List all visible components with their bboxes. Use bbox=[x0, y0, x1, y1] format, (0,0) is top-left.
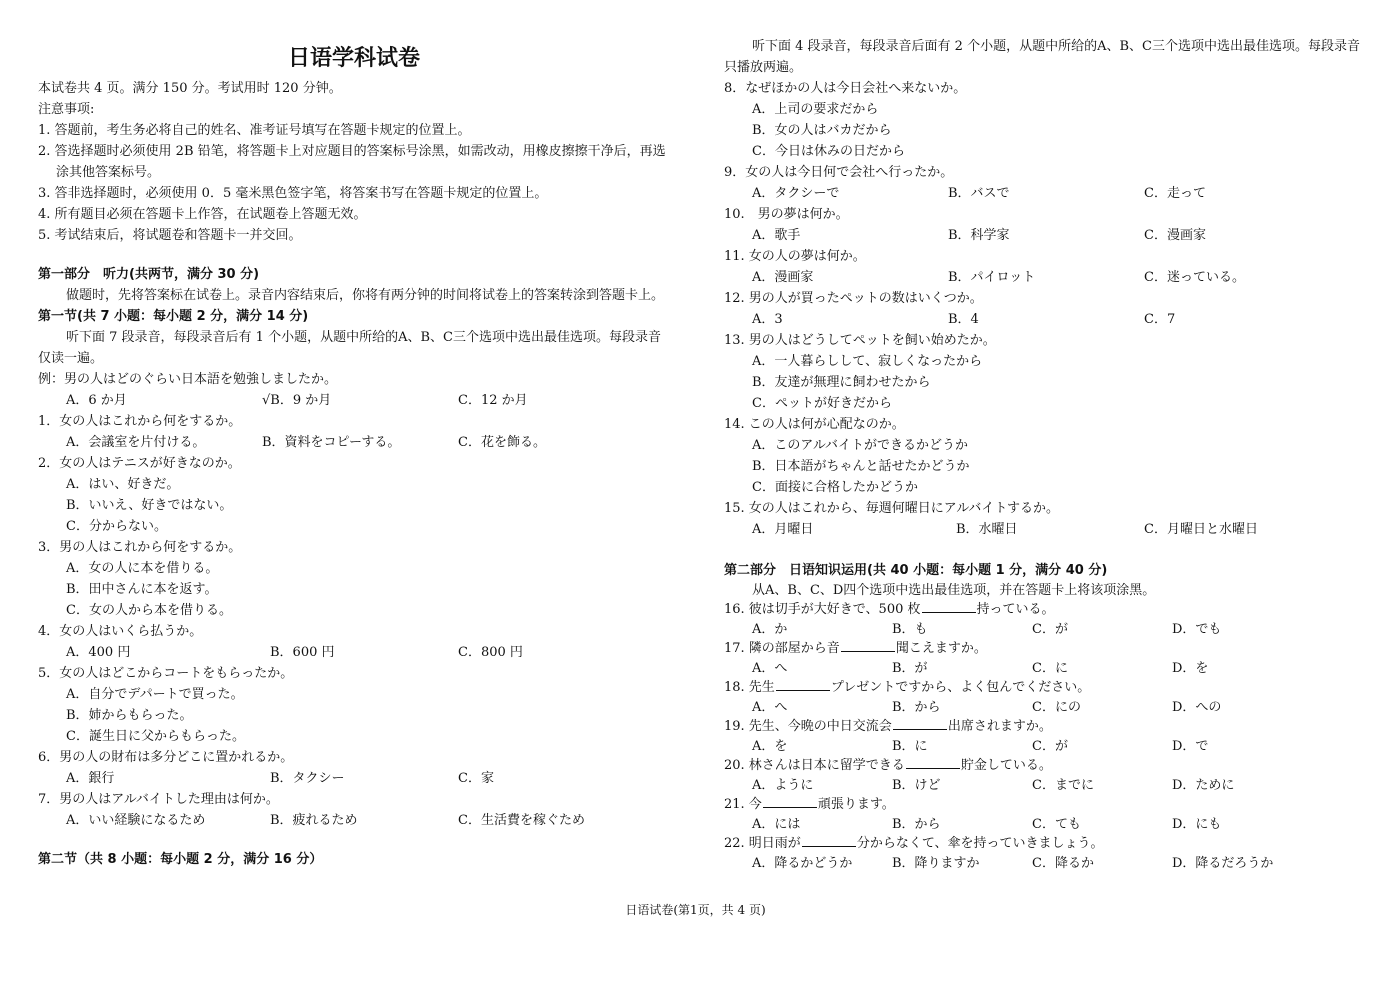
question-6: 6．男の人の財布は多分どこに置かれるか。 bbox=[38, 750, 294, 765]
option: A．へ bbox=[752, 660, 788, 676]
option: B．に bbox=[892, 738, 928, 754]
option: B．疲れるため bbox=[270, 813, 358, 828]
question-3: 3．男の人はこれから何をするか。 bbox=[38, 540, 242, 555]
option: A．いい経験になるため bbox=[66, 813, 206, 828]
option: C．家 bbox=[458, 771, 494, 786]
option: C．までに bbox=[1032, 777, 1094, 793]
option: C．花を飾る。 bbox=[458, 435, 546, 450]
option: A．タクシーで bbox=[752, 186, 840, 201]
question-21: 21. 今 頑張ります。 bbox=[724, 797, 895, 812]
option: C．誕生日に父からもらった。 bbox=[66, 729, 245, 744]
header-line: 注意事项: bbox=[38, 102, 95, 117]
option: C．面接に合格したかどうか bbox=[752, 480, 918, 495]
option: C．7 bbox=[1144, 312, 1176, 327]
option: D．への bbox=[1172, 699, 1222, 715]
option: D．を bbox=[1172, 660, 1209, 676]
option: A．へ bbox=[752, 699, 788, 715]
option: B．4 bbox=[948, 312, 979, 327]
page-footer: 日语试卷(第1页，共 4 页) bbox=[625, 903, 766, 917]
question-8: 8．なぜほかの人は今日会社へ来ないか。 bbox=[724, 81, 967, 96]
question-17-options bbox=[724, 659, 1364, 679]
question-20: 20. 林さんは日本に留学できる 貯金している。 bbox=[724, 758, 1052, 773]
question-9-options bbox=[724, 183, 1364, 204]
question-12: 12. 男の人が買ったペットの数はいくつか。 bbox=[724, 291, 983, 306]
option: C．降るか bbox=[1032, 855, 1094, 871]
question-4: 4．女の人はいくら払うか。 bbox=[38, 624, 203, 639]
question-19-options bbox=[724, 737, 1364, 757]
option: C．迷っている。 bbox=[1144, 270, 1245, 285]
option: D．ために bbox=[1172, 777, 1235, 793]
question-14: 14. この人は何が心配なのか。 bbox=[724, 417, 905, 432]
option: A．銀行 bbox=[66, 771, 115, 786]
option: C．にの bbox=[1032, 699, 1081, 715]
question-2: 2．女の人はテニスが好きなのか。 bbox=[38, 456, 241, 471]
header-line: 4. 所有题目必须在答题卡上作答，在试题卷上答题无效。 bbox=[38, 207, 367, 222]
example-options bbox=[38, 390, 670, 411]
option: A．会議室を片付ける。 bbox=[66, 435, 206, 450]
option: B．友達が無理に飼わせたから bbox=[752, 375, 931, 390]
question-17: 17. 隣の部屋から音 聞こえますか。 bbox=[724, 641, 987, 656]
question-12-options bbox=[724, 309, 1364, 330]
question-18: 18. 先生 プレゼントですから、よく包んでください。 bbox=[724, 680, 1091, 695]
option: A．漫画家 bbox=[752, 270, 814, 285]
option: B．姉からもらった。 bbox=[66, 708, 193, 723]
option: B．バスで bbox=[948, 186, 1010, 201]
option: A．400 円 bbox=[66, 645, 131, 660]
part2-heading: 第二部分 日语知识运用(共 40 小题：每小题 1 分，满分 40 分) bbox=[724, 563, 1108, 578]
header-line: 本试卷共 4 页。满分 150 分。考试用时 120 分钟。 bbox=[38, 81, 342, 96]
left-column bbox=[38, 36, 670, 870]
question-15: 15. 女の人はこれから、毎週何曜日にアルバイトするか。 bbox=[724, 501, 1059, 516]
option: A．3 bbox=[752, 312, 783, 327]
question-20-options bbox=[724, 776, 1364, 796]
question-11-options bbox=[724, 267, 1364, 288]
option: √B．9 か月 bbox=[262, 393, 332, 408]
option: C．分からない。 bbox=[66, 519, 167, 534]
option: B．水曜日 bbox=[956, 522, 1018, 537]
option: B．田中さんに本を返す。 bbox=[66, 582, 218, 597]
example-question: 例：男の人はどのぐらい日本語を勉強しましたか。 bbox=[38, 372, 338, 387]
question-4-options bbox=[38, 642, 670, 663]
option: B．いいえ、好きではない。 bbox=[66, 498, 233, 513]
option: C．漫画家 bbox=[1144, 228, 1206, 243]
option: D．でも bbox=[1172, 621, 1222, 637]
question-7: 7．男の人はアルバイトした理由は何か。 bbox=[38, 792, 279, 807]
question-11: 11. 女の人の夢は何か。 bbox=[724, 249, 866, 264]
option: A．自分でデパートで買った。 bbox=[66, 687, 244, 702]
option: C．今日は休みの日だから bbox=[752, 144, 905, 159]
option: A．はい、好きだ。 bbox=[66, 477, 180, 492]
option: C．12 か月 bbox=[458, 393, 528, 408]
question-7-options bbox=[38, 810, 670, 831]
exam-title: 日语学科试卷 bbox=[287, 46, 420, 71]
question-9: 9．女の人は今日何で会社へ行ったか。 bbox=[724, 165, 954, 180]
question-21-options bbox=[724, 815, 1364, 835]
question-22: 22. 明日雨が 分からなくて、傘を持っていきましょう。 bbox=[724, 836, 1104, 851]
question-1: 1．女の人はこれから何をするか。 bbox=[38, 414, 242, 429]
header-line: 5. 考试结束后，将试题卷和答题卡一并交回。 bbox=[38, 228, 302, 243]
option: B．女の人はバカだから bbox=[752, 123, 892, 138]
option: B．が bbox=[892, 660, 928, 676]
option: B．けど bbox=[892, 777, 941, 793]
option: A．一人暮らしして、寂しくなったから bbox=[752, 354, 983, 369]
option: B．も bbox=[892, 621, 928, 637]
option: C．女の人から本を借りる。 bbox=[66, 603, 232, 618]
part2-intro: 从A、B、C、D四个选项中选出最佳选项，并在答题卡上将该项涂黑。 bbox=[752, 583, 1156, 598]
option: B．科学家 bbox=[948, 228, 1010, 243]
option: C．生活費を稼ぐため bbox=[458, 813, 585, 828]
section1-intro: 听下面 7 段录音，每段录音后有 1 个小题，从题中所给的A、B、C三个选项中选出最佳选项。每段录音仅读一遍。 bbox=[38, 330, 661, 366]
option: C．800 円 bbox=[458, 645, 523, 660]
question-10-options bbox=[724, 225, 1364, 246]
option: A．か bbox=[752, 621, 788, 637]
option: B．パイロット bbox=[948, 270, 1036, 285]
question-15-options bbox=[724, 519, 1364, 540]
question-5: 5．女の人はどこからコートをもらったか。 bbox=[38, 666, 294, 681]
question-1-options bbox=[38, 432, 670, 453]
option: C．が bbox=[1032, 738, 1068, 754]
part1-heading: 第一部分 听力(共两节，满分 30 分) bbox=[38, 267, 260, 282]
option: D．降るだろうか bbox=[1172, 855, 1274, 871]
option: B．日本語がちゃんと話せたかどうか bbox=[752, 459, 970, 474]
option: A．月曜日 bbox=[752, 522, 814, 537]
option: A．女の人に本を借りる。 bbox=[66, 561, 219, 576]
question-19: 19. 先生、今晩の中日交流会 出席されますか。 bbox=[724, 719, 1052, 734]
part1-intro: 做题时，先将答案标在试卷上。录音内容结束后，你将有两分钟的时间将试卷上的答案转涂到答题卡上。 bbox=[66, 288, 665, 303]
question-10: 10. 男の夢は何か。 bbox=[724, 207, 849, 222]
option: A．には bbox=[752, 816, 801, 832]
question-13: 13. 男の人はどうしてペットを飼い始めたか。 bbox=[724, 333, 996, 348]
option: A．歌手 bbox=[752, 228, 801, 243]
option: B．から bbox=[892, 699, 941, 715]
option: A．このアルバイトができるかどうか bbox=[752, 438, 968, 453]
section2-intro: 听下面 4 段录音，每段录音后面有 2 个小题，从题中所给的A、B、C三个选项中选出最佳选项。每段录音只播放两遍。 bbox=[724, 39, 1360, 75]
option: B．から bbox=[892, 816, 941, 832]
header-line: 1. 答题前，考生务必将自己的姓名、准考证号填写在答题卡规定的位置上。 bbox=[38, 123, 471, 138]
section2-heading: 第二节（共 8 小题：每小题 2 分，满分 16 分） bbox=[38, 852, 323, 867]
question-16: 16. 彼は切手が大好きで、500 枚 持っている。 bbox=[724, 602, 1055, 617]
option: B．600 円 bbox=[270, 645, 335, 660]
option: A．降るかどうか bbox=[752, 855, 853, 871]
option: C．が bbox=[1032, 621, 1068, 637]
header-line: 2. 答选择题时必须使用 2B 铅笔，将答题卡上对应题目的答案标号涂黑，如需改动，用橡皮擦擦干净后，再选涂其他答案标号。 bbox=[38, 144, 666, 180]
option: C．に bbox=[1032, 660, 1068, 676]
option: B．タクシー bbox=[270, 771, 345, 786]
option: C．ペットが好きだから bbox=[752, 396, 892, 411]
header-line: 3. 答非选择题时，必须使用 0．5 毫米黑色签字笔，将答案书写在答题卡规定的位置上。 bbox=[38, 186, 548, 201]
option: D．で bbox=[1172, 738, 1209, 754]
question-16-options bbox=[724, 620, 1364, 640]
option: C．月曜日と水曜日 bbox=[1144, 522, 1258, 537]
option: C．走って bbox=[1144, 186, 1206, 201]
option: B．降りますか bbox=[892, 855, 980, 871]
question-18-options bbox=[724, 698, 1364, 718]
right-column bbox=[724, 36, 1364, 873]
option: A．を bbox=[752, 738, 788, 754]
question-22-options bbox=[724, 854, 1364, 874]
option: C．ても bbox=[1032, 816, 1081, 832]
option: A．ように bbox=[752, 777, 814, 793]
question-6-options bbox=[38, 768, 670, 789]
option: B．資料をコピーする。 bbox=[262, 435, 401, 450]
option: A．6 か月 bbox=[66, 393, 127, 408]
part2-questions bbox=[724, 600, 1364, 873]
section1-heading: 第一节(共 7 小题：每小题 2 分，满分 14 分) bbox=[38, 309, 309, 324]
option: A．上司の要求だから bbox=[752, 102, 879, 117]
option: D．にも bbox=[1172, 816, 1222, 832]
